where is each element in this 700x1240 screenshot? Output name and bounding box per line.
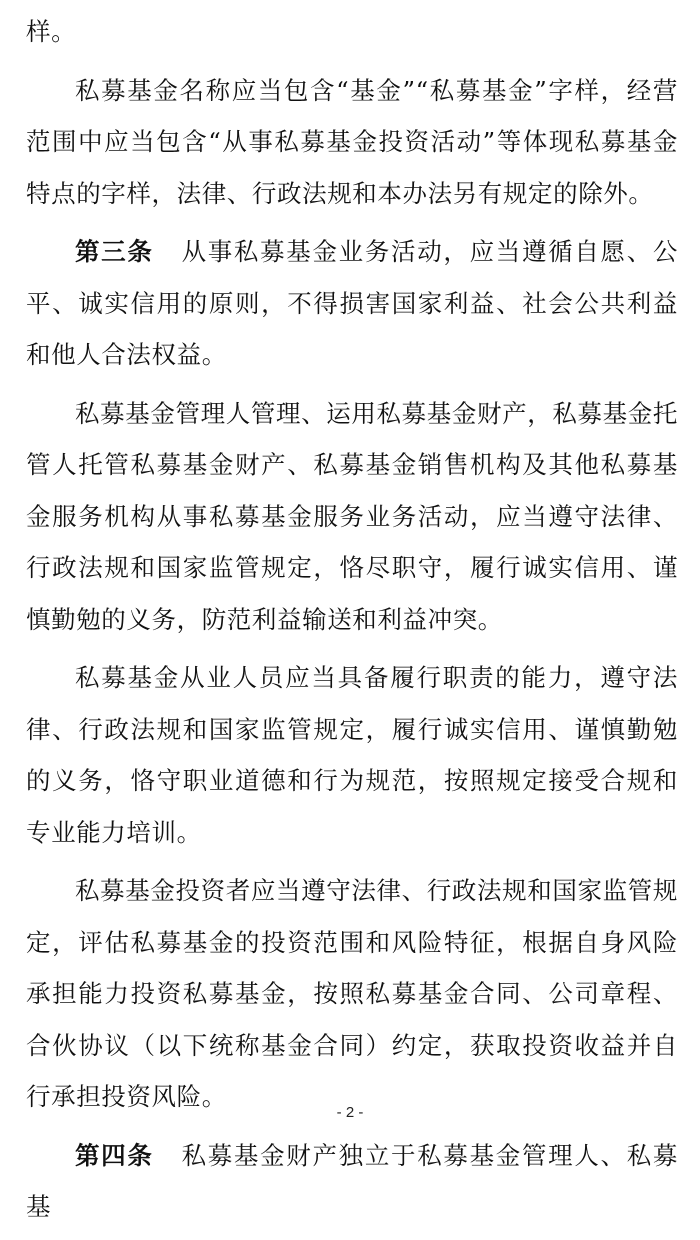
paragraph-text: 私募基金投资者应当遵守法律、行政法规和国家监管规定，评估私募基金的投资范围和风险特征，根据自身风险承担能力投资私募基金，按照私募基金合同、公司章程、合伙协议（以下统称基金合同）约定，获取投资收益并自行承担投资风险。 <box>26 876 678 1111</box>
paragraph <box>26 388 678 646</box>
paragraph-text: 私募基金名称应当包含“基金”“私募基金”字样，经营范围中应当包含“从事私募基金投资活动”等体现私募基金特点的字样，法律、行政法规和本办法另有规定的除外。 <box>26 75 678 208</box>
paragraph-continuation <box>26 6 678 58</box>
paragraph-text: 私募基金从业人员应当具备履行职责的能力，遵守法律、行政法规和国家监管规定，履行诚实信用、谨慎勤勉的义务，恪守职业道德和行为规范，按照规定接受合规和专业能力培训。 <box>26 663 678 847</box>
article-number: 第四条 <box>75 1140 154 1170</box>
paragraph <box>26 865 678 1123</box>
article-paragraph <box>26 226 678 381</box>
paragraph-text: 样。 <box>26 17 77 46</box>
paragraph <box>26 65 678 220</box>
article-number: 第三条 <box>75 237 154 266</box>
paragraph <box>26 652 678 858</box>
document-body <box>26 6 678 1240</box>
paragraph-text: 私募基金财产独立于私募基金管理人、私募基 <box>26 1140 678 1221</box>
page-number: - 2 - <box>336 1104 364 1121</box>
article-paragraph <box>26 1130 678 1233</box>
paragraph-text: 从事私募基金业务活动，应当遵循自愿、公平、诚实信用的原则，不得损害国家利益、社会公共利益和他人合法权益。 <box>26 237 678 369</box>
paragraph-text: 私募基金管理人管理、运用私募基金财产，私募基金托管人托管私募基金财产、私募基金销售机构及其他私募基金服务机构从事私募基金服务业务活动，应当遵守法律、行政法规和国家监管规定，恪尽职守，履行诚实信用、谨慎勤勉的义务，防范利益输送和利益冲突。 <box>26 398 678 634</box>
